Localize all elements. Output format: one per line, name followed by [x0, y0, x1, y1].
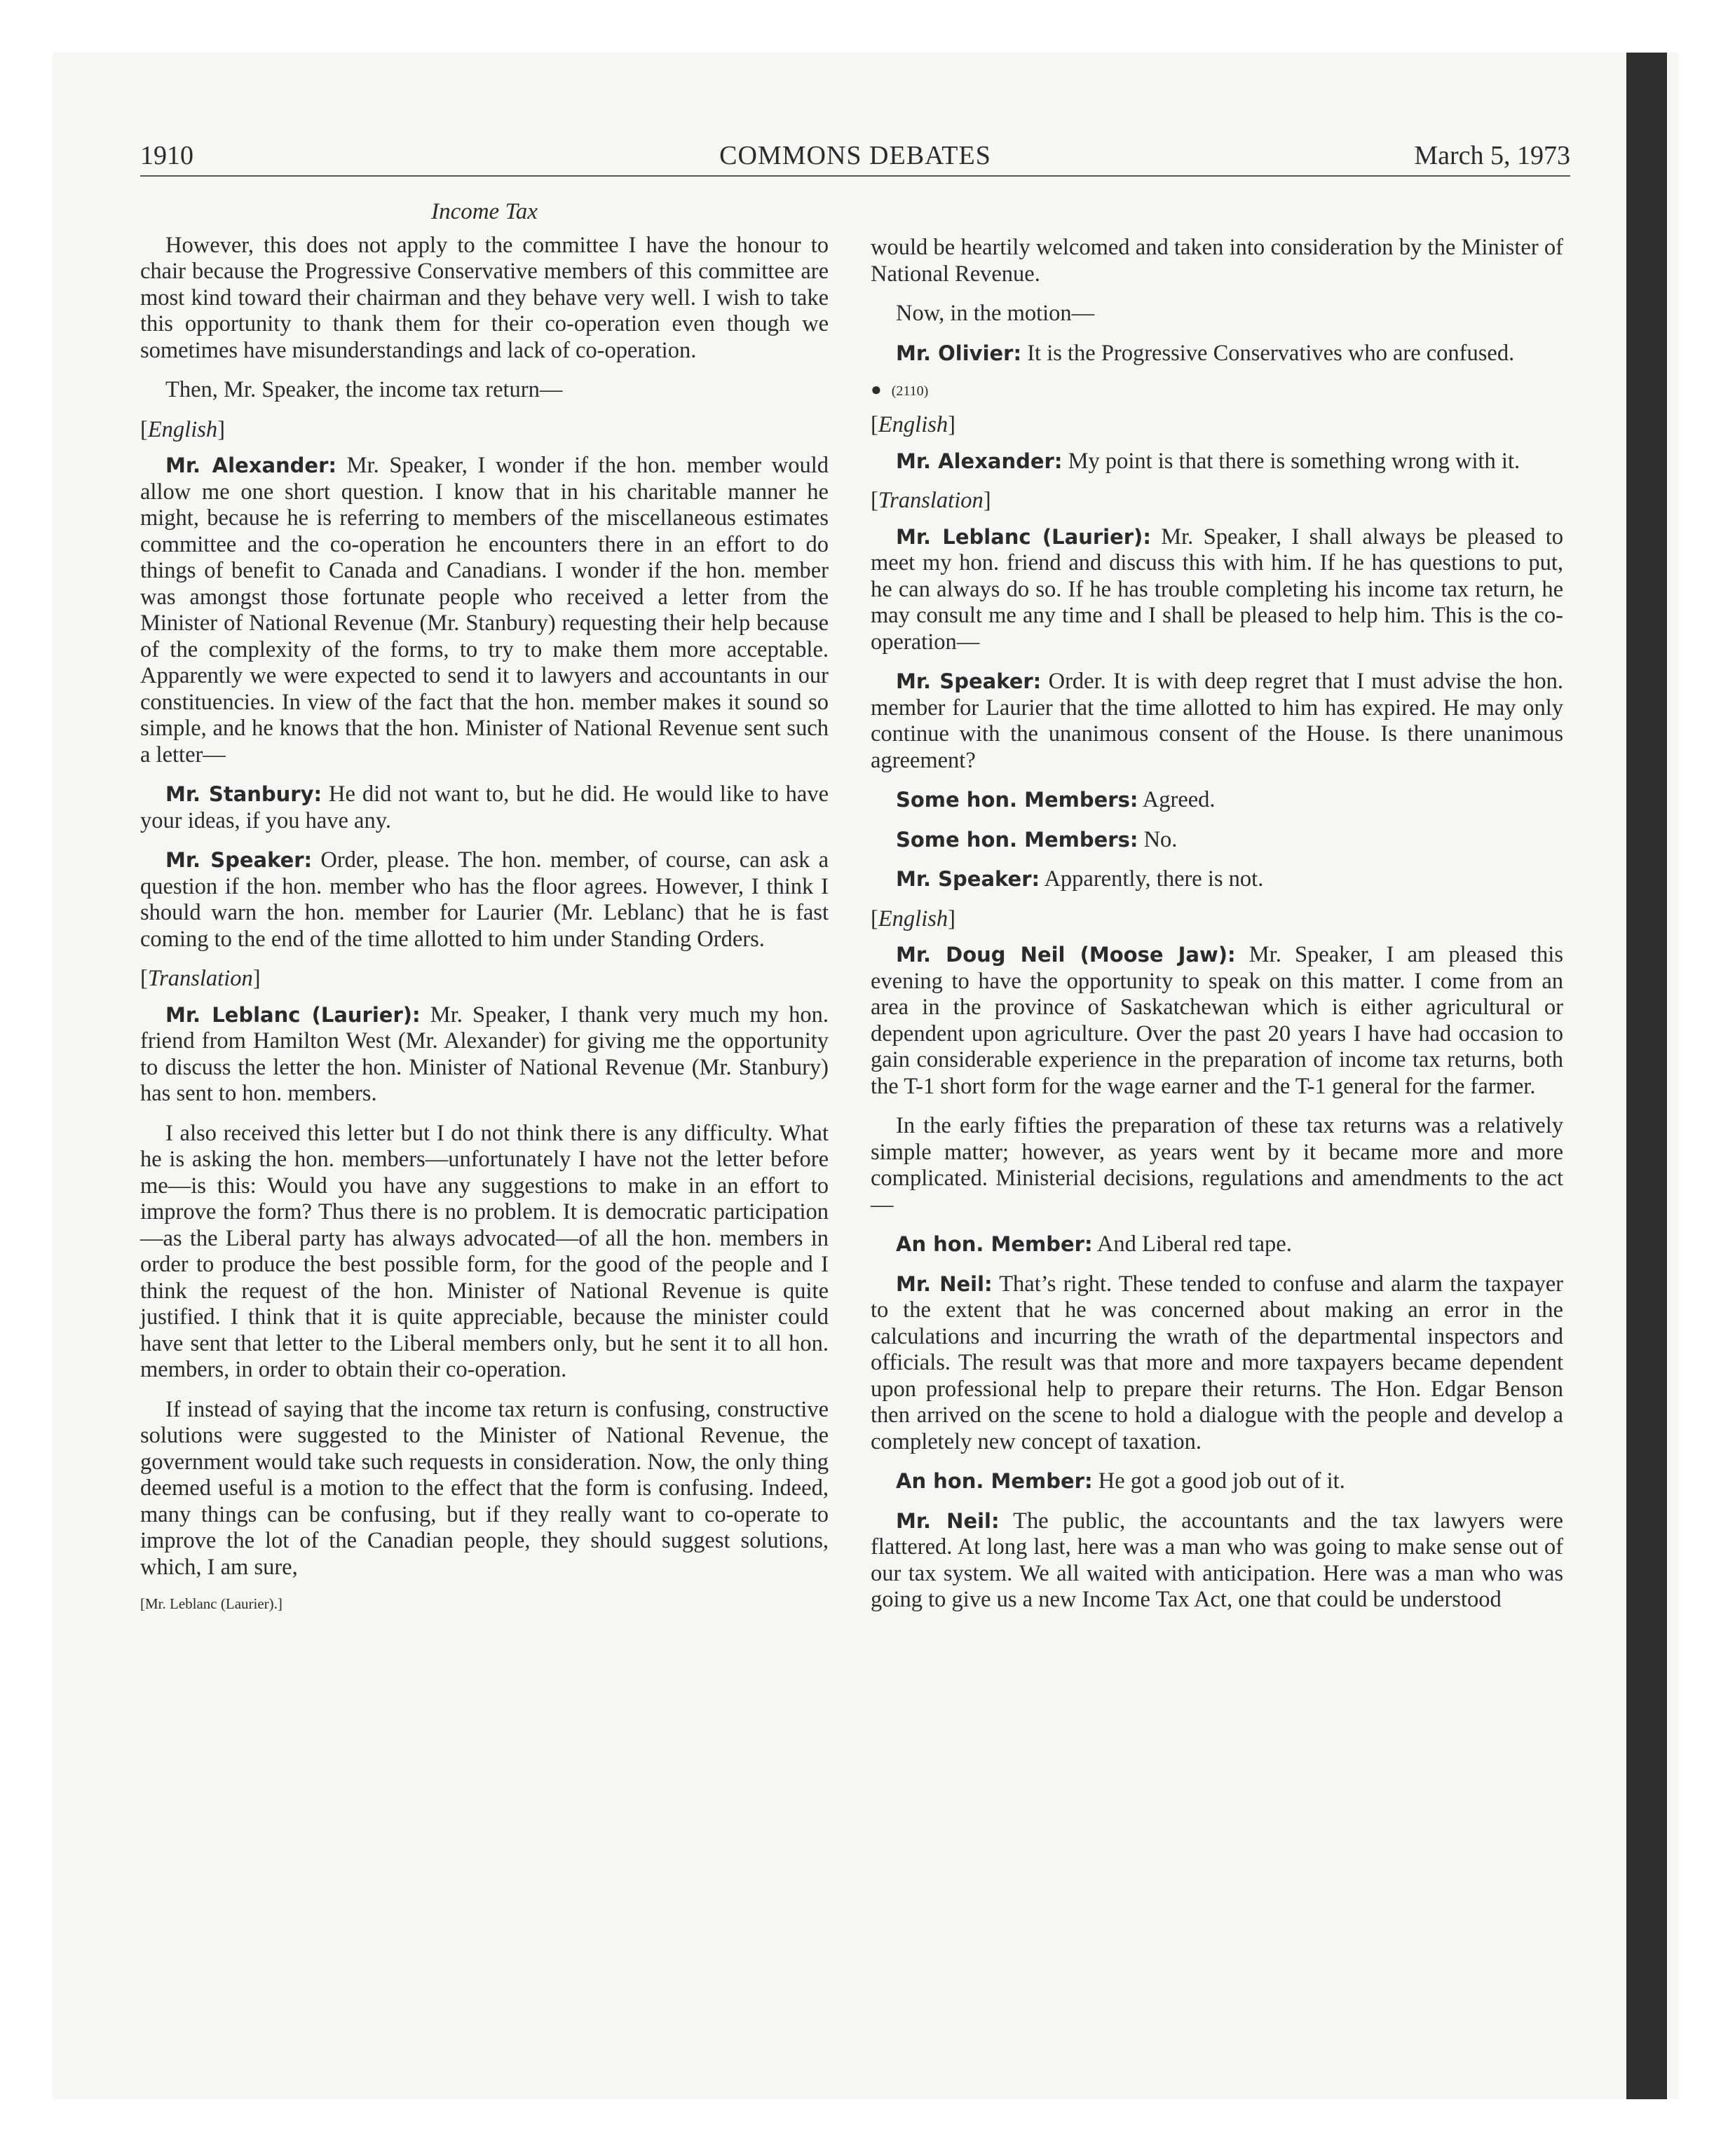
speech-text: Mr. Speaker, I wonder if the hon. member would allow me one short question. I know that in his charitable manner he might, because he is referring to members of the miscellaneous estimates committee and the co-operation he encounters there in an effort to do things of benefit to Canada and Canadians. I wonder if the hon. member was amongst those fortunate people who received a letter from the Minister of National Revenue (Mr. Stanbury) requesting their help because of the complexity of the forms, to try to make them more acceptable. Apparently we were expected to send it to lawyers and accountants in our constituencies. In view of the fact that the hon. member makes it sound so simple, and he knows that the hon. Minister of National Revenue sent such a letter—	[140, 453, 829, 767]
speech-text: No.	[1138, 826, 1178, 852]
paragraph: Now, in the motion—	[896, 301, 1095, 326]
speech	[871, 341, 1563, 367]
speech-text: The public, the accountants and the tax lawyers were flattered. At long last, here was a man who was going to make sense out of our tax system. We all waited with anticipation. Here was a man who was going to give us a new Income Tax Act, one that could be understood	[871, 1508, 1563, 1612]
speech	[140, 1002, 829, 1107]
page-number: 1910	[140, 141, 193, 170]
speaker-name: Mr. Leblanc (Laurier):	[896, 524, 1151, 549]
language-tag: [Translation]	[140, 966, 261, 991]
speech	[871, 942, 1563, 1100]
language-tag: [English]	[871, 906, 955, 932]
speech-text: Mr. Speaker, I am pleased this evening to have the opportunity to speak on this matter. I come from an area in the province of Saskatchewan which is either agricultural or dependent upon agriculture. Over the past 20 years I have had occasion to gain considerable experience in the preparation of income tax returns, both the T-1 short form for the wage earner and the T-1 general for the farmer.	[871, 942, 1563, 1099]
language-tag-label: English	[147, 416, 218, 442]
language-tag-label: Translation	[878, 488, 984, 513]
paragraph: If instead of saying that the income tax return is confusing, constructive solutions were suggested to the Minister of National Revenue, the government would take such requests in consideration. Now, the only thing deemed useful is a motion to the effect that the form is confusing. Indeed, many things can be confusing, but if they really want to co-operate to improve the lot of the Canadian people, they should suggest solutions, which, I am sure,	[140, 1396, 829, 1580]
speech	[140, 782, 829, 834]
section-title: Income Tax	[431, 199, 538, 224]
page-header	[140, 140, 1570, 177]
issue-date: March 5, 1973	[1414, 141, 1570, 170]
time-marker-text: (2110)	[891, 383, 929, 399]
speech	[140, 453, 829, 768]
language-tag-label: Translation	[147, 966, 253, 991]
speaker-name: Mr. Speaker:	[896, 669, 1042, 693]
speaker-name: Some hon. Members:	[896, 788, 1138, 812]
speech-text: It is the Progressive Conservatives who are confused.	[1021, 340, 1515, 366]
speaker-name: Mr. Alexander:	[896, 449, 1063, 473]
speech-text: Mr. Speaker, I thank very much my hon. friend from Hamilton West (Mr. Alexander) for giving me the opportunity to discuss the letter the hon. Minister of National Revenue (Mr. Stanbury) has sent to hon. members.	[140, 1002, 829, 1106]
paragraph: I also received this letter but I do not think there is any difficulty. What he is asking the hon. members—unfortunately I have not the letter before me—is this: Would you have any suggestions to make in an effort to improve the form? Thus there is no problem. It is democratic participation—as the Liberal party has always advocated—of all the hon. members in order to produce the best possible form, for the good of the people and I think the request of the hon. Minister of National Revenue is quite justified. I think that it is quite appreciable, because the minister could have sent that letter to the Liberal members only, but he sent it to all hon. members, in order to obtain their co-operation.	[140, 1120, 829, 1382]
journal-title: COMMONS DEBATES	[719, 141, 991, 170]
speaker-name: Mr. Doug Neil (Moose Jaw):	[896, 943, 1236, 967]
speech	[871, 449, 1563, 475]
time-marker	[871, 380, 1563, 401]
language-tag: [English]	[140, 416, 225, 442]
speech-text: He got a good job out of it.	[1092, 1468, 1345, 1494]
speech	[871, 1508, 1563, 1613]
paragraph: Then, Mr. Speaker, the income tax return—	[165, 377, 563, 402]
speech-text: My point is that there is something wrong with it.	[1062, 448, 1520, 474]
speech-text: Apparently, there is not.	[1040, 866, 1264, 892]
speech-text: Order, please. The hon. member, of course, can ask a question if the hon. member who has the floor agrees. However, I think I should warn the hon. member for Laurier (Mr. Leblanc) that he is fast coming to the end of the time allotted to him under Standing Orders.	[140, 847, 829, 952]
speaker-name: Mr. Speaker:	[165, 848, 313, 872]
footer-note: [Mr. Leblanc (Laurier).]	[140, 1595, 283, 1612]
speaker-name: Some hon. Members:	[896, 827, 1138, 852]
speech	[871, 1468, 1563, 1495]
speech	[871, 524, 1563, 656]
language-tag: [Translation]	[871, 488, 991, 513]
speaker-name: An hon. Member:	[896, 1469, 1093, 1493]
paragraph: would be heartily welcomed and taken into consideration by the Minister of National Revenue.	[871, 235, 1563, 287]
language-tag: [English]	[871, 412, 955, 437]
speaker-name: An hon. Member:	[896, 1232, 1093, 1256]
paragraph: However, this does not apply to the committee I have the honour to chair because the Progressive Conservative members of this committee are most kind toward their chairman and they behave very well. I wish to take this opportunity to thank them for their co-operation even though we sometimes have misunderstandings and lack of co-operation.	[140, 232, 829, 363]
speech	[871, 1271, 1563, 1456]
language-tag-label: English	[878, 412, 948, 437]
right-column	[871, 235, 1563, 1627]
speech	[871, 866, 1563, 893]
speaker-name: Mr. Neil:	[896, 1271, 993, 1296]
speech-text: Order. It is with deep regret that I must advise the hon. member for Laurier that the time allotted to him has expired. He may only continue with the unanimous consent of the House. Is there unanimous agreement?	[871, 669, 1563, 773]
speaker-name: Mr. Speaker:	[896, 867, 1040, 891]
speech-text: And Liberal red tape.	[1092, 1231, 1292, 1257]
speech	[871, 827, 1563, 854]
speech-text: Agreed.	[1138, 787, 1216, 812]
language-tag-label: English	[878, 906, 948, 932]
scan-edge-shadow	[1626, 53, 1667, 2099]
speech	[140, 847, 829, 953]
speaker-name: Mr. Olivier:	[896, 341, 1022, 365]
bullet-icon: ●	[871, 379, 882, 400]
speech-text: Mr. Speaker, I shall always be pleased to meet my hon. friend and discuss this with him. If he has questions to put, he can always do so. If he has trouble completing his income tax return, he may consult me any time and I shall be pleased to help him. This is the co-operation—	[871, 524, 1563, 655]
paragraph: In the early fifties the preparation of these tax returns was a relatively simple matter; however, as years went by it became more and more complicated. Ministerial decisions, regulations and amendments to the act—	[871, 1113, 1563, 1217]
speaker-name: Mr. Stanbury:	[165, 782, 322, 806]
speaker-name: Mr. Neil:	[896, 1508, 1000, 1533]
speaker-name: Mr. Alexander:	[165, 453, 336, 477]
speech-text: He did not want to, but he did. He would like to have your ideas, if you have any.	[140, 782, 829, 833]
speech	[871, 669, 1563, 774]
left-column	[140, 199, 829, 1613]
speech	[871, 787, 1563, 814]
speaker-name: Mr. Leblanc (Laurier):	[165, 1002, 421, 1027]
speech-text: That’s right. These tended to confuse and alarm the taxpayer to the extent that he was concerned about making an error in the calculations and incurring the wrath of the departmental inspectors and officials. The result was that more and more taxpayers became dependent upon professional help to prepare their returns. The Hon. Edgar Benson then arrived on the scene to hold a dialogue with the people and develop a completely new concept of taxation.	[871, 1271, 1563, 1454]
speech	[871, 1231, 1563, 1258]
